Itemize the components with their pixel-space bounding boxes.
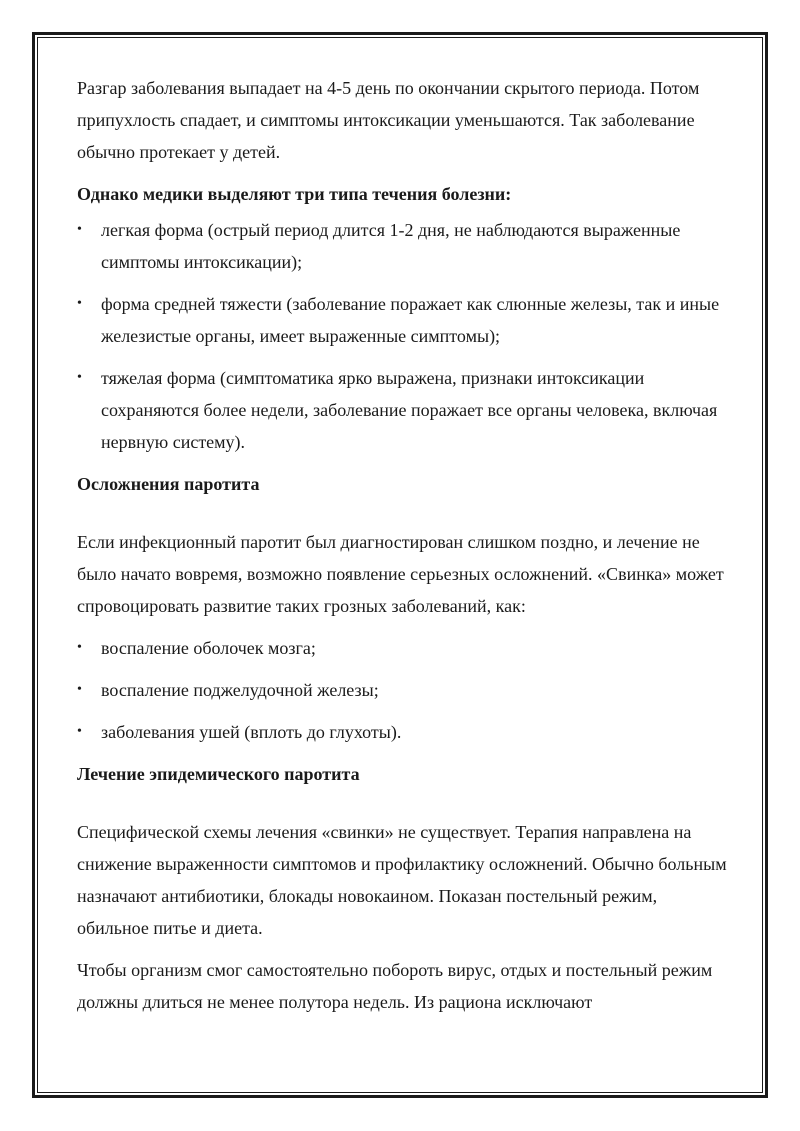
intro-paragraph: Разгар заболевания выпадает на 4-5 день по окончании скрытого периода. Потом припухлость спадает, и симптомы интоксикации уменьшаются. Так заболевание обычно протекает у детей.: [77, 78, 700, 162]
list-item: [77, 214, 727, 278]
complications-list: [77, 632, 727, 748]
complications-paragraph: Если инфекционный паротит был диагностирован слишком поздно, и лечение не было начато вовремя, возможно появление серьезных осложнений. «Свинка» может спровоцировать развитие таких грозных заболеваний, как:: [77, 532, 724, 616]
list-item: [77, 716, 727, 748]
bullet-icon: •: [77, 370, 82, 385]
list-item: [77, 288, 727, 352]
bullet-icon: •: [77, 682, 82, 697]
list-item-text: заболевания ушей (вплоть до глухоты).: [101, 722, 402, 742]
list-item: [77, 362, 727, 458]
list-item: [77, 674, 727, 706]
treatment-paragraph-1: Специфической схемы лечения «свинки» не существует. Терапия направлена на снижение выраженности симптомов и профилактику осложнений. Обычно больным назначают антибиотики, блокады новокаином. Показан постельный режим, обильное питье и диета.: [77, 822, 727, 938]
treatment-heading: Лечение эпидемического паротита: [77, 764, 360, 784]
document-body: [77, 72, 727, 1028]
bullet-icon: •: [77, 296, 82, 311]
list-item-text: легкая форма (острый период длится 1-2 дня, не наблюдаются выраженные симптомы интоксикации);: [101, 220, 681, 272]
bullet-icon: •: [77, 640, 82, 655]
bullet-icon: •: [77, 724, 82, 739]
complications-heading: Осложнения паротита: [77, 474, 260, 494]
types-list: [77, 214, 727, 458]
list-item-text: форма средней тяжести (заболевание поражает как слюнные железы, так и иные железистые органы, имеет выраженные симптомы);: [101, 294, 720, 346]
list-item-text: тяжелая форма (симптоматика ярко выражена, признаки интоксикации сохраняются более недели, заболевание поражает все органы человека, включая нервную систему).: [101, 368, 718, 452]
treatment-paragraph-2: Чтобы организм смог самостоятельно побороть вирус, отдых и постельный режим должны длиться не менее полутора недель. Из рациона исключают: [77, 960, 713, 1012]
types-heading: Однако медики выделяют три типа течения болезни:: [77, 184, 512, 204]
list-item-text: воспаление оболочек мозга;: [101, 638, 316, 658]
list-item-text: воспаление поджелудочной железы;: [101, 680, 379, 700]
bullet-icon: •: [77, 222, 82, 237]
list-item: [77, 632, 727, 664]
